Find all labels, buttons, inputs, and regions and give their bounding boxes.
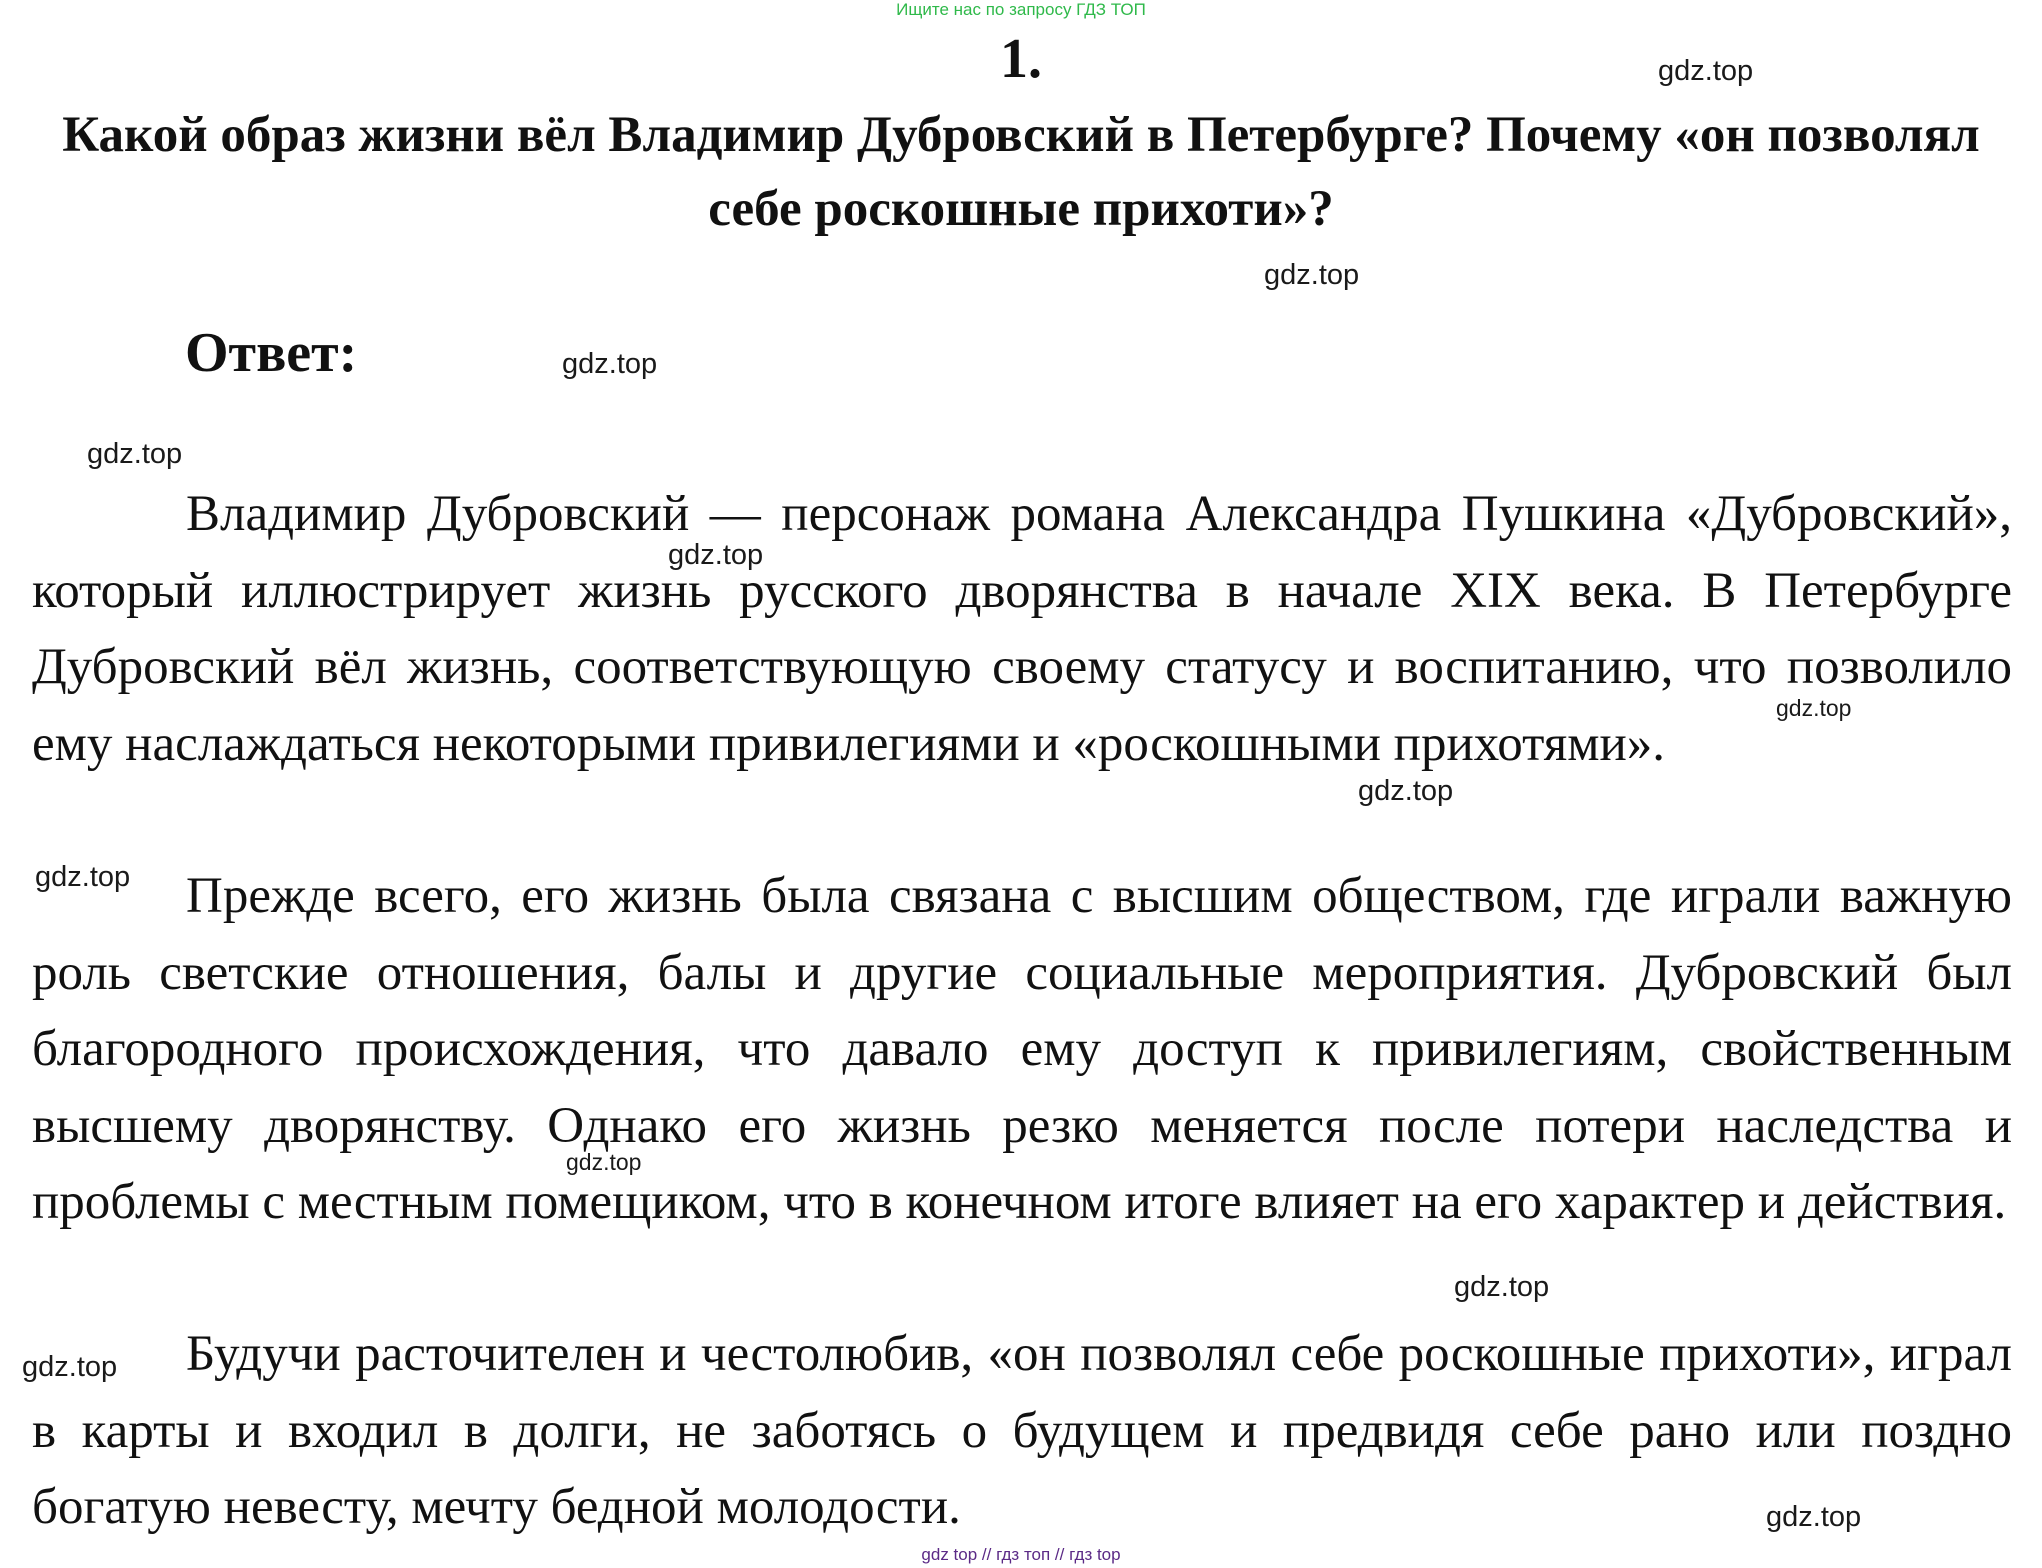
answer-paragraph-3: Будучи расточителен и честолюбив, «он позволял себе роскошные прихоти», играл в карты и входил в долги, не заботясь о будущем и предвидя себе рано или поздно богатую невесту, мечту бедной молодости. xyxy=(32,1326,2012,1535)
watermark: gdz.top xyxy=(1454,1271,1550,1303)
watermark: gdz.top xyxy=(35,861,131,893)
watermark: gdz.top xyxy=(22,1351,118,1383)
watermark: gdz.top xyxy=(1776,695,1852,721)
answer-label: Ответ: xyxy=(185,322,358,384)
watermark: gdz.top xyxy=(87,438,183,470)
answer-paragraph-2: Прежде всего, его жизнь была связана с высшим обществом, где играли важную роль светские отношения, балы и другие социальные мероприятия. Дубровский был благородного происхождения, что давало ему доступ к привилегиям, свойственным высшему дворянству. Однако его жизнь резко меняется после потери наследства и проблемы с местным помещиком, что в конечном итоге влияет на его характер и действия. xyxy=(32,868,2012,1230)
top-banner: Ищите нас по запросу ГДЗ ТОП xyxy=(896,0,1146,19)
watermark: gdz.top xyxy=(566,1149,642,1175)
watermark: gdz.top xyxy=(668,539,764,571)
task-question: Какой образ жизни вёл Владимир Дубровский в Петербурге? Почему «он позволял себе роскошные прихоти»? xyxy=(62,107,1980,237)
watermark: gdz.top xyxy=(1766,1501,1862,1533)
watermark: gdz.top xyxy=(1658,55,1754,87)
answer-paragraph-1: Владимир Дубровский — персонаж романа Александра Пушкина «Дубровский», который иллюстрирует жизнь русского дворянства в начале XIX века. В Петербурге Дубровский вёл жизнь, соответствующую своему статусу и воспитанию, что позволило ему наслаждаться некоторыми привилегиями и «роскошными прихотями». xyxy=(32,486,2012,772)
task-number: 1. xyxy=(1000,28,1042,90)
watermark: gdz.top xyxy=(1358,775,1454,807)
watermark: gdz.top xyxy=(562,348,658,380)
footer-links: gdz top // гдз топ // гдз top xyxy=(921,1545,1121,1564)
watermark: gdz.top xyxy=(1264,259,1360,291)
